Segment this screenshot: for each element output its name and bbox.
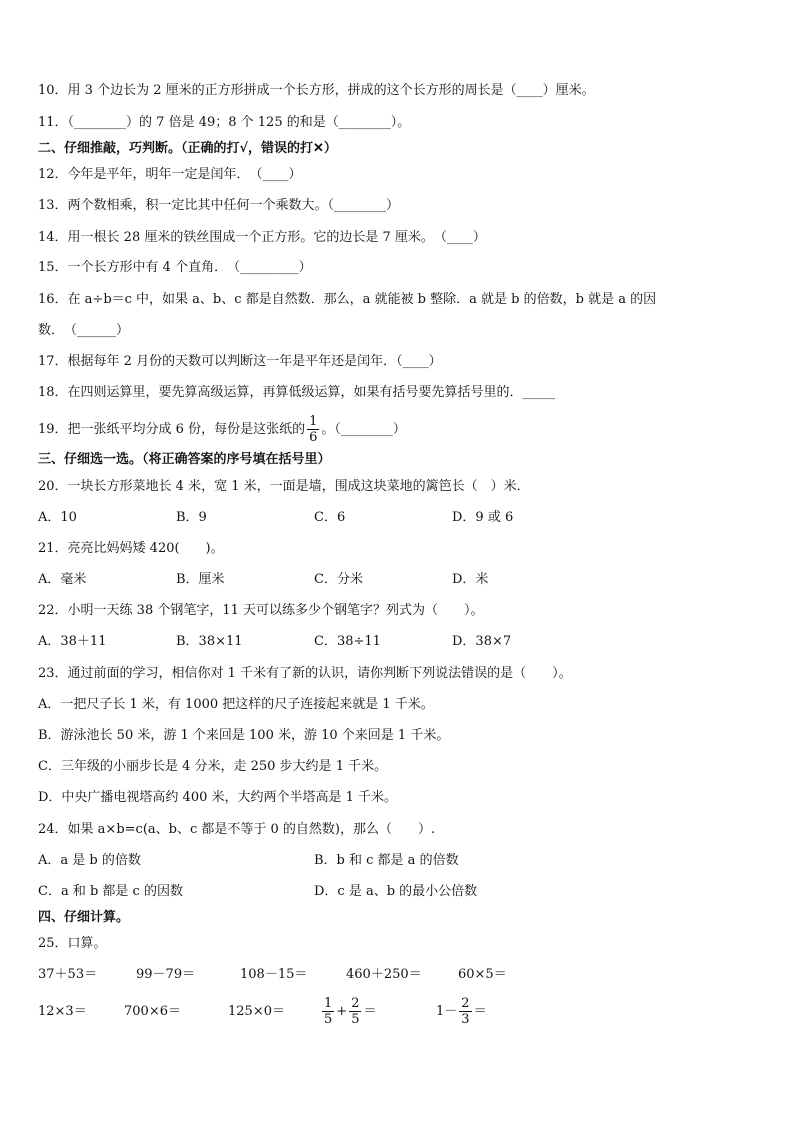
fraction-one-sixth [307, 414, 319, 445]
fraction-denominator: 6 [309, 430, 318, 445]
question-22: 22．小明一天练 38 个钢笔字，11 天可以练多少个钢笔字？列式为（ ）。 [38, 603, 484, 618]
question-14: 14．用一根长 28 厘米的铁丝围成一个正方形。它的边长是 7 厘米。 （____） [38, 230, 486, 245]
question-23: 23．通过前面的学习，相信你对 1 千米有了新的认识，请你判断下列说法错误的是（ ）。 [38, 666, 572, 681]
fraction [459, 996, 471, 1027]
q22-option-c: C．38÷11 [314, 634, 381, 649]
question-17: 17．根据每年 2 月份的天数可以判断这一年是平年还是闰年．（____） [38, 354, 442, 369]
fraction [349, 996, 361, 1027]
q21-option-c: C．分米 [314, 572, 363, 587]
q21-option-a: A．毫米 [38, 572, 87, 587]
q21-option-b: B．厘米 [176, 572, 225, 587]
question-16-line-1: 16．在 a÷b＝c 中，如果 a、b、c 都是自然数．那么，a 就能被 b 整除．a 就是 b 的倍数，b 就是 a 的因 [38, 292, 657, 307]
question-19 [38, 413, 406, 447]
q23-option-c: C．三年级的小丽步长是 4 分米，走 250 步大约是 1 千米。 [38, 759, 388, 774]
calc-item: 60×5＝ [458, 967, 507, 982]
q22-option-d: D．38×7 [452, 634, 512, 649]
calc-item: 460＋250＝ [346, 967, 422, 982]
q22-option-a: A．38＋11 [38, 634, 107, 649]
question-20: 20．一块长方形菜地长 4 米，宽 1 米，一面是墙，围成这块菜地的篱笆长（ ）米． [38, 479, 530, 494]
question-24: 24．如果 a×b=c(a、b、c 都是不等于 0 的自然数)，那么（ ）. [38, 822, 436, 837]
q20-option-c: C．6 [314, 510, 346, 525]
q21-option-d: D．米 [452, 572, 489, 587]
q20-option-d: D．9 或 6 [452, 510, 514, 525]
question-21: 21．亮亮比妈妈矮 420( )。 [38, 541, 224, 556]
q24-option-c: C．a 和 b 都是 c 的因数 [38, 884, 183, 899]
fraction-denominator: 3 [461, 1012, 470, 1027]
question-19-blank: 。（________） [321, 422, 406, 437]
question-19-text: 19．把一张纸平均分成 6 份，每份是这张纸的 [38, 422, 306, 437]
q23-option-d: D．中央广播电视塔高约 400 米，大约两个半塔高是 1 千米。 [38, 790, 398, 805]
fraction-numerator: 1 [309, 414, 318, 429]
fraction-denominator: 5 [351, 1012, 360, 1027]
q24-option-b: B．b 和 c 都是 a 的倍数 [314, 853, 459, 868]
q24-option-d: D．c 是 a、b 的最小公倍数 [314, 884, 478, 899]
q23-option-b: B．游泳池长 50 米，游 1 个来回是 100 米，游 10 个来回是 1 千米。 [38, 728, 450, 743]
equals-sign: ＝ [363, 1004, 377, 1019]
calc-fraction-diff [436, 992, 487, 1032]
equals-sign: ＝ [473, 1004, 487, 1019]
minuend: 1－ [436, 1004, 458, 1019]
question-10: 10．用 3 个边长为 2 厘米的正方形拼成一个长方形，拼成的这个长方形的周长是（____）厘米。 [38, 83, 595, 98]
fraction-numerator: 2 [461, 996, 470, 1011]
calc-item: 99－79＝ [136, 967, 196, 982]
question-16-line-2: 数． （______） [38, 323, 130, 338]
q24-option-a: A．a 是 b 的倍数 [38, 853, 141, 868]
q23-option-a: A．一把尺子长 1 米，有 1000 把这样的尺子连接起来就是 1 千米。 [38, 697, 434, 712]
question-12: 12．今年是平年，明年一定是闰年． （____） [38, 167, 302, 182]
section-4-heading: 四、仔细计算。 [38, 910, 130, 925]
question-15: 15．一个长方形中有 4 个直角． （_________） [38, 260, 312, 275]
section-3-heading: 三、仔细选一选。（将正确答案的序号填在括号里） [38, 452, 331, 467]
fraction-denominator: 5 [324, 1012, 333, 1027]
fraction [322, 996, 334, 1027]
question-25: 25．口算。 [38, 936, 107, 951]
fraction-numerator: 2 [351, 996, 360, 1011]
question-13: 13．两个数相乘，积一定比其中任何一个乘数大。（________） [38, 198, 400, 213]
calc-item: 37＋53＝ [38, 967, 98, 982]
fraction-numerator: 1 [324, 996, 333, 1011]
calc-item: 12×3＝ [38, 1004, 87, 1019]
q20-option-a: A．10 [38, 510, 77, 525]
section-2-heading: 二、仔细推敲，巧判断。（正确的打√，错误的打✕） [38, 141, 337, 156]
calc-item: 700×6＝ [124, 1004, 181, 1019]
calc-fraction-sum [320, 992, 376, 1032]
q20-option-b: B．9 [176, 510, 207, 525]
question-18: 18．在四则运算里，要先算高级运算，再算低级运算，如果有括号要先算括号里的．_____ [38, 385, 556, 400]
plus-sign: + [336, 1004, 348, 1019]
q22-option-b: B．38×11 [176, 634, 243, 649]
calc-item: 108－15＝ [240, 967, 308, 982]
calc-item: 125×0＝ [228, 1004, 285, 1019]
question-11: 11．（________）的 7 倍是 49；8 个 125 的和是（________）。 [38, 115, 411, 130]
